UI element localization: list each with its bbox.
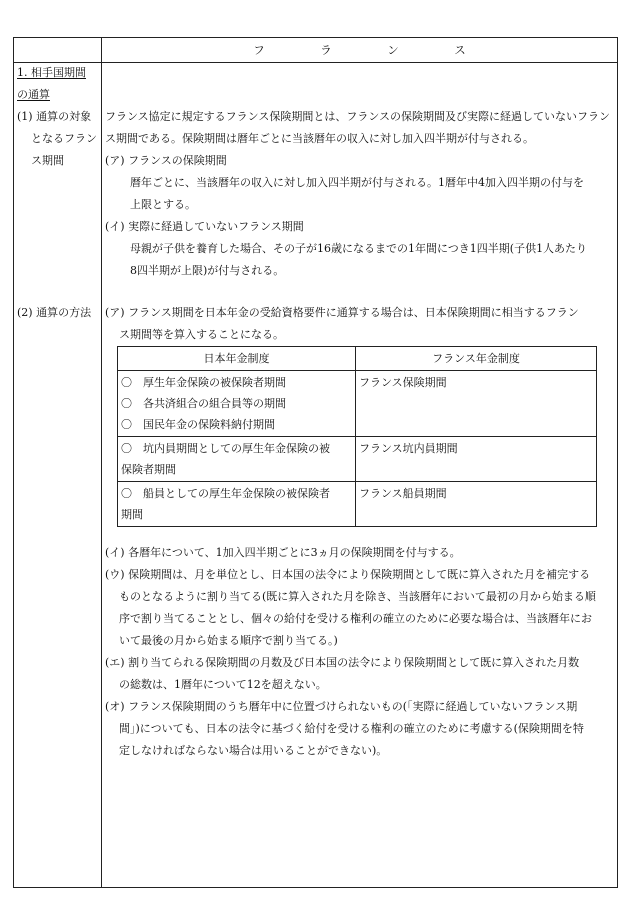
item2-e-line1: (エ) 割り当てられる保険期間の月数及び日本国の法令により保険期間として既に算入された月数 (105, 656, 580, 669)
country-header: フ ラ ン ス (253, 43, 488, 57)
item2-u-line3: 序で割り当てることとし、個々の給付を受ける権利の確立のために必要な場合は、当該暦年にお (119, 612, 592, 625)
item1-b-line1: 母親が子供を養育した場合、その子が16歳になるまでの1年間につき1四半期(子供1人あたり (130, 242, 588, 255)
section-title-line2: の通算 (17, 88, 50, 101)
table-row (118, 371, 597, 437)
japan-cell (118, 371, 356, 437)
france-cell: フランス保険期間 (356, 371, 597, 437)
japan-item: 期間 (121, 508, 143, 521)
column-divider (101, 38, 102, 887)
item2-a-line2: ス期間等を算入することになる。 (119, 328, 284, 341)
header-japan: 日本年金制度 (118, 347, 356, 371)
item1-a-line1: 暦年ごとに、当該暦年の収入に対し加入四半期が付与される。1暦年中4加入四半期の付与を (130, 176, 584, 189)
japan-item: 〇 厚生年金保険の被保険者期間 (121, 376, 286, 389)
header-france: フランス年金制度 (356, 347, 597, 371)
header-divider (14, 62, 617, 63)
item2-u-line2: ものとなるように割り当てる(既に算入された月を除き、当該暦年において最初の月から始まる順 (119, 590, 596, 603)
item1-intro-line2: ス期間である。保険期間は暦年ごとに当該暦年の収入に対し加入四半期が付与される。 (105, 132, 534, 145)
item1-label-line3: ス期間 (31, 154, 64, 167)
section-title-line1: 1. 相手国期間 (17, 66, 86, 79)
item2-e-line2: の総数は、1暦年について12を超えない。 (119, 678, 327, 691)
item1-a-title: (ア) フランスの保険期間 (105, 154, 227, 167)
item2-u-line4: いて最後の月から始まる順序で割り当てる。) (119, 634, 338, 647)
japan-item: 〇 国民年金の保険料納付期間 (121, 418, 275, 431)
japan-cell (118, 482, 356, 527)
item2-o-line1: (オ) フランス保険期間のうち暦年中に位置づけられないもの(「実際に経過していないフランス期 (105, 700, 578, 713)
item1-a-line2: 上限とする。 (130, 198, 196, 211)
japan-item: 保険者期間 (121, 463, 176, 476)
table-header-row (118, 347, 597, 371)
japan-item: 〇 各共済組合の組合員等の期間 (121, 397, 286, 410)
item2-o-line3: 定しなければならない場合は用いることができない)。 (119, 744, 388, 757)
table-row (118, 482, 597, 527)
pension-comparison-table (117, 346, 597, 527)
item2-i-line1: (イ) 各暦年について、1加入四半期ごとに3ヵ月の保険期間を付与する。 (105, 546, 461, 559)
item2-u-line1: (ウ) 保険期間は、月を単位とし、日本国の法令により保険期間として既に算入された月を補完する (105, 568, 591, 581)
item2-o-line2: 間」)についても、日本の法令に基づく給付を受ける権利の確立のために考慮する(保険期間を特 (119, 722, 584, 735)
item2-label: (2) 通算の方法 (17, 306, 92, 319)
france-cell: フランス船員期間 (356, 482, 597, 527)
japan-item: 〇 坑内員期間としての厚生年金保険の被 (121, 442, 330, 455)
france-cell: フランス坑内員期間 (356, 437, 597, 482)
table-row (118, 437, 597, 482)
item1-label-line2: となるフラン (31, 132, 97, 145)
japan-item: 〇 船員としての厚生年金保険の被保険者 (121, 487, 330, 500)
item1-label-line1: (1) 通算の対象 (17, 110, 92, 123)
item2-a-line1: (ア) フランス期間を日本年金の受給資格要件に通算する場合は、日本保険期間に相当するフラン (105, 306, 579, 319)
item1-b-title: (イ) 実際に経過していないフランス期間 (105, 220, 304, 233)
japan-cell (118, 437, 356, 482)
item1-intro-line1: フランス協定に規定するフランス保険期間とは、フランスの保険期間及び実際に経過していないフラン (105, 110, 611, 123)
item1-b-line2: 8四半期が上限)が付与される。 (130, 264, 285, 277)
